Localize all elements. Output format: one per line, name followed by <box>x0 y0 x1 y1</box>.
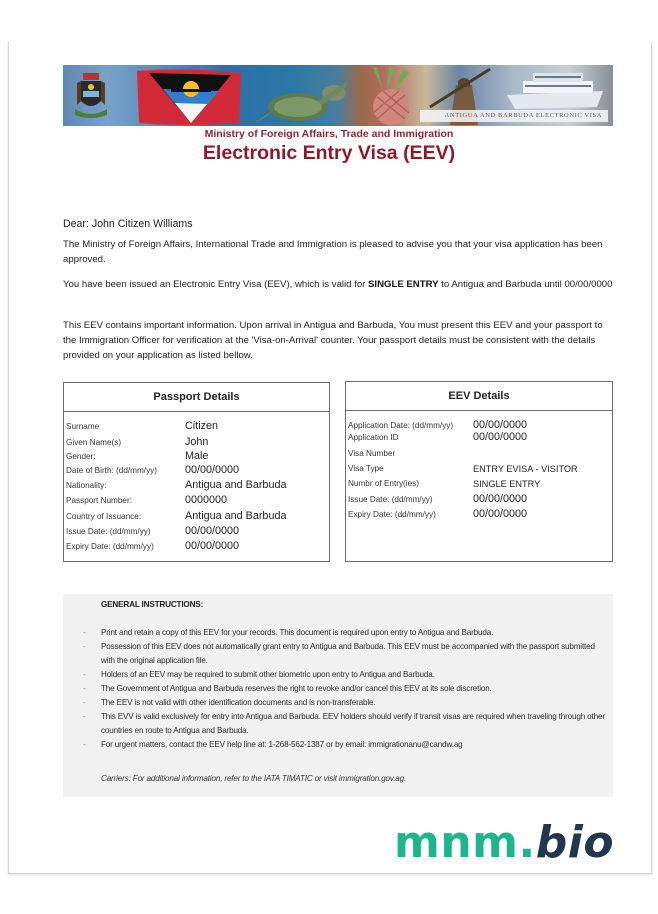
important-info-paragraph: This EEV contains important information. Upon arrival in Antigua and Barbuda, You must present this EEV and your passport to the Immigration Officer for verification at the 'Visa-on-Arrival' counter. Your passport details must be consistent with the details provided on your application as listed bellow. <box>63 320 603 361</box>
instruction-text: This EVV is valid exclusively for entry into Antigua and Barbuda. EEV holders should verify if transit visas are required when traveling through other countries en route to Antigua and Barbuda. <box>101 712 605 735</box>
general-instructions-box <box>63 594 613 797</box>
detail-value: 00/00/0000 <box>185 540 240 552</box>
bullet-dash: - <box>83 670 86 679</box>
detail-value: 00/00/0000 <box>185 525 240 537</box>
instruction-text: The Government of Antigua and Barbuda reserves the right to revoke and/or cancel this EEV at its sole discretion. <box>101 684 492 693</box>
detail-label: Expiry Date: (dd/mm/yy) <box>348 510 436 519</box>
sea-turtle-icon <box>248 71 358 125</box>
detail-value: Citizen <box>185 420 219 432</box>
detail-label: Expiry Date: (dd/mm/yy) <box>66 542 154 551</box>
detail-value: 0000000 <box>185 494 228 506</box>
detail-value: Male <box>185 450 209 462</box>
eev-details-table <box>345 381 613 562</box>
instruction-text: Possession of this EEV does not automatically grant entry to Antigua and Barbuda. This EEV must be accompanied with the passport submitted with the original application file. <box>101 642 595 665</box>
approval-paragraph: The Ministry of Foreign Affairs, International Trade and Immigration is pleased to advise you that your visa application has been approved. <box>63 239 603 265</box>
detail-label: Issue Date: (dd/mm/yy) <box>66 527 151 536</box>
coat-of-arms-icon <box>71 71 111 121</box>
detail-label: Nationality: <box>66 481 107 490</box>
header-banner <box>63 65 613 126</box>
detail-label: Application Date: (dd/mm/yy) <box>348 421 454 430</box>
detail-label: Numbr of Entry(ies) <box>348 479 419 488</box>
detail-label: Country of Issuance: <box>66 512 142 521</box>
detail-label: Application ID <box>348 433 399 442</box>
instruction-item <box>63 682 613 696</box>
salutation: Dear: John Citizen Williams <box>63 218 193 230</box>
instruction-text: Print and retain a copy of this EEV for your records. This document is required upon entry to Antigua and Barbuda. <box>101 628 494 637</box>
bullet-dash: - <box>83 698 86 707</box>
instruction-item <box>63 626 613 640</box>
validity-text-after: to Antigua and Barbuda until 00/00/0000 <box>438 279 613 290</box>
bullet-dash: - <box>83 740 86 749</box>
detail-label: Visa Type <box>348 464 384 473</box>
detail-value: ENTRY EVISA - VISITOR <box>473 464 578 474</box>
instruction-text: Holders of an EEV may be required to submit other biometric upon entry to Antigua and Barbuda. <box>101 670 435 679</box>
detail-label: Surname <box>66 422 100 431</box>
detail-label: Issue Date: (dd/mm/yy) <box>348 495 433 504</box>
detail-label: Given Name(s) <box>66 438 122 447</box>
antigua-flag-icon <box>135 69 243 125</box>
instructions-heading: GENERAL INSTRUCTIONS: <box>101 600 204 609</box>
watermark-part2: bio <box>535 817 615 868</box>
carriers-note: Carriers: For additional information, refer to the IATA TIMATIC or visit immigration.gov.ag. <box>101 774 407 783</box>
passport-details-table <box>63 382 330 562</box>
detail-label: Gender: <box>66 452 96 461</box>
bullet-dash: - <box>83 712 86 721</box>
detail-value: 00/00/0000 <box>473 419 528 431</box>
detail-label: Date of Birth: (dd/mm/yy) <box>66 466 157 475</box>
instruction-item <box>63 696 613 710</box>
detail-value: John <box>185 436 209 448</box>
detail-value: 00/00/0000 <box>473 493 528 505</box>
detail-value: 00/00/0000 <box>473 508 528 520</box>
bullet-dash: - <box>83 642 86 651</box>
detail-value: 00/00/0000 <box>473 431 528 443</box>
watermark-logo <box>394 818 614 868</box>
eev-details-heading: EEV Details <box>346 382 612 411</box>
instructions-list <box>63 626 613 752</box>
detail-label: Passport Number: <box>66 496 132 505</box>
validity-paragraph <box>63 277 613 292</box>
banner-caption: ANTIGUA AND BARBUDA ELECTRONIC VISA <box>420 110 608 122</box>
ministry-name: Ministry of Foreign Affairs, Trade and Immigration <box>204 128 454 140</box>
document-title: Electronic Entry Visa (EEV) <box>202 142 456 164</box>
entry-type-highlight: SINGLE ENTRY <box>368 279 439 290</box>
instruction-text: The EEV is not valid with other identification documents and is non-transferable. <box>101 698 376 707</box>
instruction-item <box>63 738 613 752</box>
instruction-item <box>63 640 613 668</box>
detail-value: 00/00/0000 <box>185 464 240 476</box>
cruise-ship-icon <box>503 69 608 109</box>
pineapple-icon <box>363 67 418 125</box>
instruction-text: For urgent matters, contact the EEV help line at: 1-268-562-1387 or by email: immigrationanu@candw.ag <box>101 740 463 749</box>
detail-value: Antigua and Barbuda <box>185 510 287 522</box>
detail-value: SINGLE ENTRY <box>473 479 541 489</box>
validity-text-before: You have been issued an Electronic Entry Visa (EEV), which is valid for <box>63 279 369 290</box>
watermark-part1: mnm. <box>394 817 536 868</box>
bullet-dash: - <box>83 684 86 693</box>
bullet-dash: - <box>83 628 86 637</box>
detail-label: Visa Number <box>348 449 396 458</box>
instruction-item <box>63 710 613 738</box>
detail-value: Antigua and Barbuda <box>185 479 287 491</box>
instruction-item <box>63 668 613 682</box>
passport-details-heading: Passport Details <box>64 383 329 412</box>
